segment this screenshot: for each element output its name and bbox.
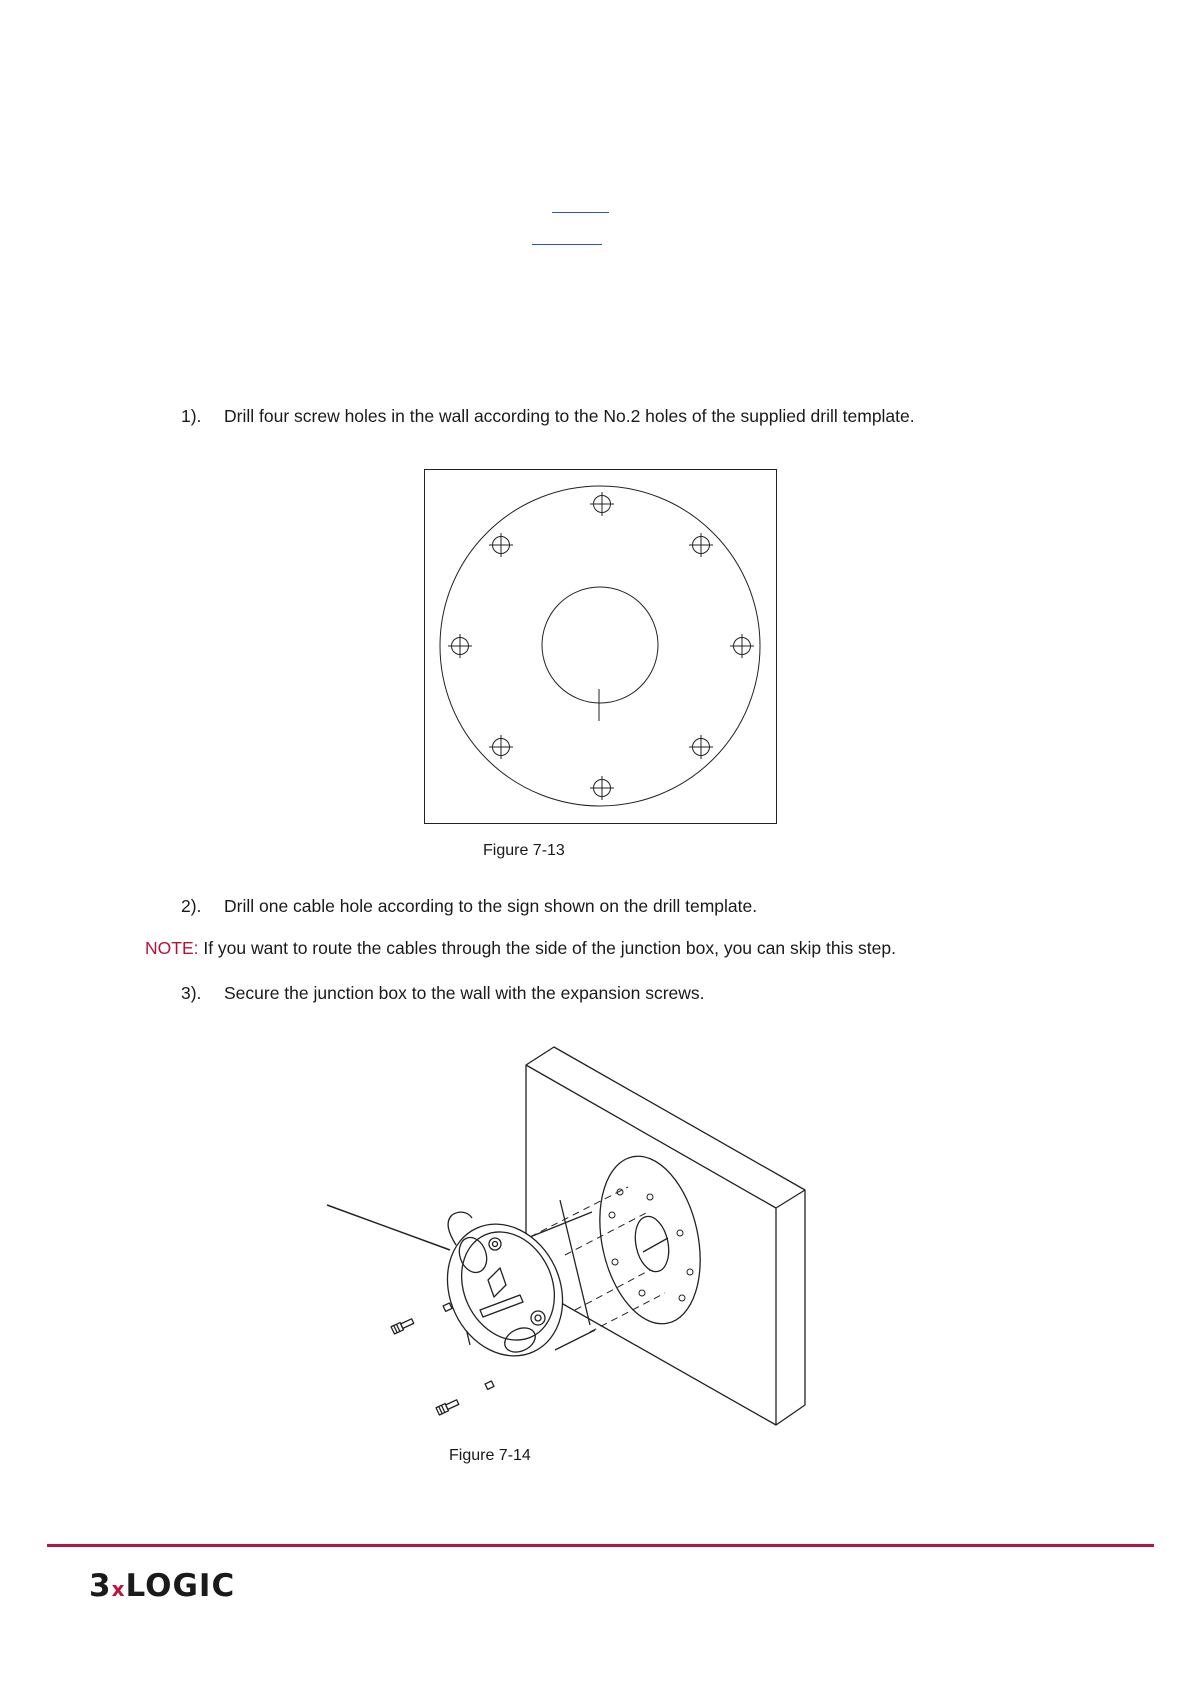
- logo-part: LOGIC: [125, 1568, 236, 1604]
- screw-hole-marks: [448, 492, 754, 800]
- screw-hole-bottom-left: [489, 735, 513, 759]
- note: [145, 938, 896, 959]
- junction-box-mounting-figure: [320, 1040, 820, 1440]
- screw-hole-left: [448, 634, 472, 658]
- screw-hole-bottom: [590, 776, 614, 800]
- template-border: [425, 470, 777, 824]
- logo-part: 3: [89, 1568, 112, 1604]
- screw-1: [391, 1317, 414, 1334]
- template-outer-circle: [440, 486, 760, 806]
- figure-caption: Figure 7-13: [483, 842, 565, 859]
- screw-2: [436, 1398, 459, 1415]
- screw-hole-top: [590, 492, 614, 516]
- screw-hole-top-left: [489, 533, 513, 557]
- note-text: If you want to route the cables through the side of the junction box, you can skip this step.: [198, 938, 896, 958]
- drill-template-figure: [424, 469, 778, 825]
- link-underline-2[interactable]: [532, 244, 602, 245]
- step-number: 3).: [181, 983, 202, 1003]
- screw-hole-right: [730, 634, 754, 658]
- leader-line: [327, 1205, 450, 1250]
- screw-hole-top-right: [689, 533, 713, 557]
- link-underline-1[interactable]: [552, 212, 609, 213]
- company-logo: [89, 1568, 235, 1604]
- step-text: Drill four screw holes in the wall according to the No.2 holes of the supplied drill template.: [224, 406, 915, 426]
- screw-3: [443, 1303, 452, 1311]
- step-text: Secure the junction box to the wall with the expansion screws.: [224, 983, 705, 1003]
- footer-rule: [47, 1544, 1154, 1547]
- note-label: NOTE:: [145, 938, 199, 958]
- step-number: 1).: [181, 406, 202, 426]
- figure-caption: Figure 7-14: [449, 1447, 531, 1464]
- step-number: 2).: [181, 896, 202, 916]
- screw-4: [485, 1381, 494, 1389]
- step-text: Drill one cable hole according to the sign shown on the drill template.: [224, 896, 758, 916]
- template-cable-hole: [542, 587, 658, 703]
- screw-hole-bottom-right: [689, 735, 713, 759]
- logo-part: x: [111, 1577, 126, 1601]
